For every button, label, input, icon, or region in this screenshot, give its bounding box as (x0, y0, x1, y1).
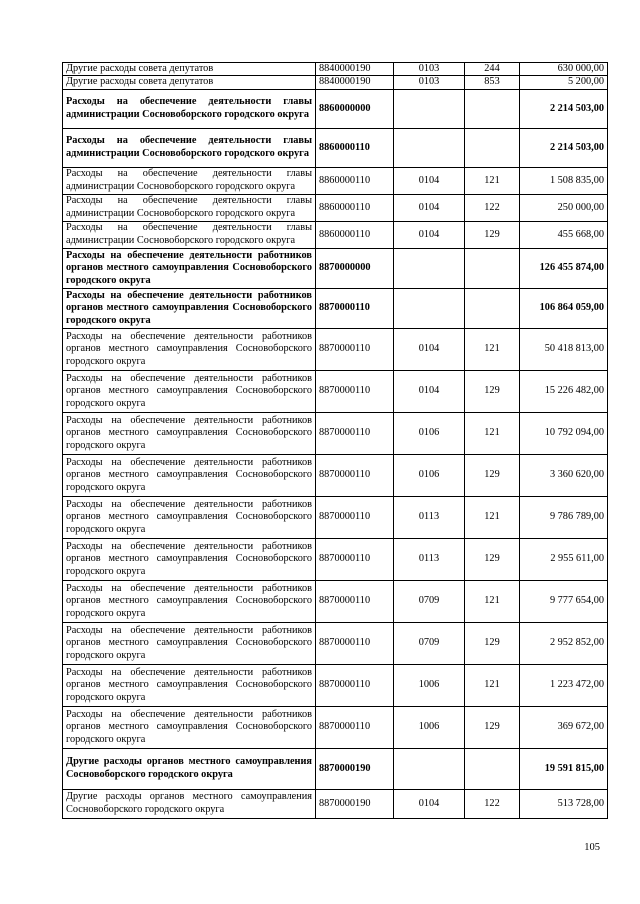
table-row (63, 288, 608, 328)
target-article-cell: 8870000110 (316, 328, 394, 370)
expense-type-cell: 122 (465, 789, 520, 818)
expense-type-cell: 129 (465, 370, 520, 412)
expense-name-cell: Расходы на обеспечение деятельности работников органов местного самоуправления Сосновоборского городского округа (63, 454, 316, 496)
amount-cell: 9 777 654,00 (520, 580, 608, 622)
target-article-cell: 8860000000 (316, 89, 394, 128)
section-code-cell: 0104 (394, 328, 465, 370)
target-article-cell: 8870000110 (316, 370, 394, 412)
amount-cell: 1 508 835,00 (520, 167, 608, 194)
expense-type-cell: 121 (465, 412, 520, 454)
expense-name-cell: Расходы на обеспечение деятельности работников органов местного самоуправления Сосновоборского городского округа (63, 248, 316, 288)
table-row (63, 538, 608, 580)
expense-name-cell: Другие расходы органов местного самоуправления Сосновоборского городского округа (63, 748, 316, 789)
amount-cell: 2 214 503,00 (520, 89, 608, 128)
expense-type-cell: 129 (465, 706, 520, 748)
table-row (63, 63, 608, 76)
table-row (63, 194, 608, 221)
expense-name-cell: Расходы на обеспечение деятельности главы администрации Сосновоборского городского округа (63, 167, 316, 194)
target-article-cell: 8870000110 (316, 288, 394, 328)
target-article-cell: 8860000110 (316, 194, 394, 221)
expense-name-cell: Расходы на обеспечение деятельности работников органов местного самоуправления Сосновоборского городского округа (63, 706, 316, 748)
section-code-cell: 0104 (394, 167, 465, 194)
expense-name-cell: Расходы на обеспечение деятельности главы администрации Сосновоборского городского округа (63, 128, 316, 167)
amount-cell: 2 952 852,00 (520, 622, 608, 664)
expense-type-cell: 244 (465, 63, 520, 76)
expense-type-cell: 853 (465, 76, 520, 89)
expense-name-cell: Расходы на обеспечение деятельности работников органов местного самоуправления Сосновоборского городского округа (63, 412, 316, 454)
table-row (63, 664, 608, 706)
table-row (63, 167, 608, 194)
table-row (63, 328, 608, 370)
amount-cell: 19 591 815,00 (520, 748, 608, 789)
expense-type-cell: 121 (465, 496, 520, 538)
expense-type-cell: 129 (465, 221, 520, 248)
table-row (63, 248, 608, 288)
table-row (63, 580, 608, 622)
expense-name-cell: Расходы на обеспечение деятельности работников органов местного самоуправления Сосновоборского городского округа (63, 496, 316, 538)
section-code-cell: 0113 (394, 538, 465, 580)
section-code-cell: 0106 (394, 412, 465, 454)
table-row (63, 128, 608, 167)
target-article-cell: 8870000110 (316, 664, 394, 706)
target-article-cell: 8870000110 (316, 538, 394, 580)
section-code-cell: 0113 (394, 496, 465, 538)
target-article-cell: 8870000110 (316, 496, 394, 538)
expense-type-cell (465, 128, 520, 167)
expense-name-cell: Расходы на обеспечение деятельности работников органов местного самоуправления Сосновоборского городского округа (63, 370, 316, 412)
expense-type-cell: 121 (465, 664, 520, 706)
amount-cell: 455 668,00 (520, 221, 608, 248)
section-code-cell: 0104 (394, 370, 465, 412)
target-article-cell: 8870000000 (316, 248, 394, 288)
expense-name-cell: Расходы на обеспечение деятельности работников органов местного самоуправления Сосновоборского городского округа (63, 538, 316, 580)
page-number: 105 (584, 842, 600, 853)
target-article-cell: 8870000190 (316, 789, 394, 818)
amount-cell: 630 000,00 (520, 63, 608, 76)
section-code-cell: 0709 (394, 622, 465, 664)
expense-name-cell: Расходы на обеспечение деятельности главы администрации Сосновоборского городского округа (63, 89, 316, 128)
amount-cell: 3 360 620,00 (520, 454, 608, 496)
amount-cell: 5 200,00 (520, 76, 608, 89)
section-code-cell: 0103 (394, 63, 465, 76)
expense-name-cell: Другие расходы совета депутатов (63, 76, 316, 89)
budget-table (62, 62, 608, 819)
amount-cell: 2 955 611,00 (520, 538, 608, 580)
expense-type-cell: 129 (465, 454, 520, 496)
expense-type-cell: 122 (465, 194, 520, 221)
target-article-cell: 8840000190 (316, 76, 394, 89)
section-code-cell: 1006 (394, 706, 465, 748)
expense-type-cell: 121 (465, 580, 520, 622)
target-article-cell: 8860000110 (316, 167, 394, 194)
table-row (63, 412, 608, 454)
expense-name-cell: Расходы на обеспечение деятельности работников органов местного самоуправления Сосновоборского городского округа (63, 288, 316, 328)
expense-name-cell: Расходы на обеспечение деятельности работников органов местного самоуправления Сосновоборского городского округа (63, 328, 316, 370)
section-code-cell (394, 248, 465, 288)
expense-type-cell: 129 (465, 538, 520, 580)
amount-cell: 106 864 059,00 (520, 288, 608, 328)
section-code-cell: 0709 (394, 580, 465, 622)
target-article-cell: 8870000110 (316, 706, 394, 748)
expense-name-cell: Расходы на обеспечение деятельности работников органов местного самоуправления Сосновоборского городского округа (63, 664, 316, 706)
target-article-cell: 8870000190 (316, 748, 394, 789)
expense-type-cell (465, 288, 520, 328)
section-code-cell: 0106 (394, 454, 465, 496)
target-article-cell: 8860000110 (316, 128, 394, 167)
section-code-cell (394, 288, 465, 328)
table-row (63, 370, 608, 412)
budget-table-body (63, 63, 608, 819)
section-code-cell: 0104 (394, 789, 465, 818)
amount-cell: 15 226 482,00 (520, 370, 608, 412)
expense-name-cell: Расходы на обеспечение деятельности работников органов местного самоуправления Сосновоборского городского округа (63, 580, 316, 622)
expense-type-cell (465, 748, 520, 789)
section-code-cell: 0104 (394, 221, 465, 248)
expense-name-cell: Расходы на обеспечение деятельности главы администрации Сосновоборского городского округа (63, 221, 316, 248)
expense-name-cell: Расходы на обеспечение деятельности главы администрации Сосновоборского городского округа (63, 194, 316, 221)
target-article-cell: 8870000110 (316, 454, 394, 496)
section-code-cell: 1006 (394, 664, 465, 706)
table-row (63, 221, 608, 248)
amount-cell: 10 792 094,00 (520, 412, 608, 454)
section-code-cell (394, 128, 465, 167)
expense-type-cell (465, 89, 520, 128)
amount-cell: 2 214 503,00 (520, 128, 608, 167)
table-row (63, 706, 608, 748)
expense-type-cell (465, 248, 520, 288)
target-article-cell: 8870000110 (316, 622, 394, 664)
amount-cell: 250 000,00 (520, 194, 608, 221)
expense-type-cell: 121 (465, 328, 520, 370)
expense-name-cell: Другие расходы органов местного самоуправления Сосновоборского городского округа (63, 789, 316, 818)
section-code-cell (394, 89, 465, 128)
table-row (63, 454, 608, 496)
section-code-cell: 0103 (394, 76, 465, 89)
amount-cell: 9 786 789,00 (520, 496, 608, 538)
table-row (63, 496, 608, 538)
amount-cell: 1 223 472,00 (520, 664, 608, 706)
table-row (63, 748, 608, 789)
expense-name-cell: Расходы на обеспечение деятельности работников органов местного самоуправления Сосновоборского городского округа (63, 622, 316, 664)
section-code-cell (394, 748, 465, 789)
table-row (63, 76, 608, 89)
target-article-cell: 8840000190 (316, 63, 394, 76)
target-article-cell: 8860000110 (316, 221, 394, 248)
target-article-cell: 8870000110 (316, 580, 394, 622)
expense-name-cell: Другие расходы совета депутатов (63, 63, 316, 76)
section-code-cell: 0104 (394, 194, 465, 221)
amount-cell: 369 672,00 (520, 706, 608, 748)
target-article-cell: 8870000110 (316, 412, 394, 454)
table-row (63, 89, 608, 128)
expense-type-cell: 129 (465, 622, 520, 664)
table-row (63, 622, 608, 664)
table-row (63, 789, 608, 818)
expense-type-cell: 121 (465, 167, 520, 194)
amount-cell: 126 455 874,00 (520, 248, 608, 288)
amount-cell: 50 418 813,00 (520, 328, 608, 370)
amount-cell: 513 728,00 (520, 789, 608, 818)
